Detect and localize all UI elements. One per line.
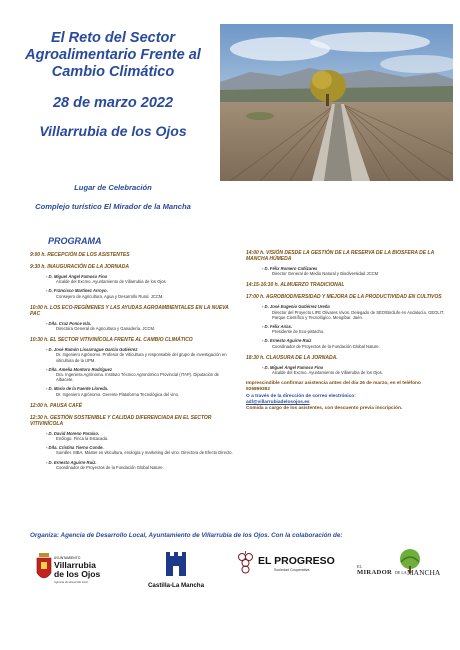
program-item-title: 18:30 h. CLAUSURA DE LA JORNADA. bbox=[246, 354, 338, 361]
speaker-name: - D. Francisco Martínez Arroyo. bbox=[46, 288, 108, 294]
venue-block bbox=[6, 183, 220, 211]
speaker-role: Presidente de Eco-pistacho. bbox=[272, 329, 325, 335]
mirador-el: EL bbox=[357, 564, 362, 569]
speaker bbox=[30, 347, 235, 363]
grape-icon bbox=[236, 551, 256, 577]
notice-line-2: O a través de la dirección de correo electrónico: bbox=[246, 393, 356, 399]
speaker-role: Alcalde del Excmo. Ayuntamiento de Villarrubia de los Ojos bbox=[56, 279, 166, 285]
program-left-column bbox=[30, 252, 235, 476]
speaker bbox=[246, 266, 446, 276]
notice-email-link[interactable]: adl@villarrubiadelosojos.es bbox=[246, 399, 310, 405]
program-right-items bbox=[246, 250, 446, 375]
venue-name: Complejo turístico El Mirador de la Mancha bbox=[35, 202, 191, 211]
event-title-block bbox=[6, 30, 220, 139]
speaker-name: - D. David Moreno Paraíso. bbox=[46, 430, 100, 436]
ayuntamiento-logo bbox=[36, 549, 124, 589]
program-item bbox=[246, 282, 446, 288]
mirador-dela: DE LA bbox=[395, 570, 407, 575]
program-item-title: 10:00 h. LOS ECO-REGÍMENES Y LAS AYUDAS AGROAMBIENTALES EN LA NUEVA PAC bbox=[30, 304, 229, 317]
program-right-column bbox=[246, 250, 446, 412]
program-item bbox=[30, 403, 235, 409]
speaker bbox=[246, 338, 446, 348]
program-item bbox=[30, 252, 235, 258]
speaker-name: - D. Miguel Ángel Famoso Fino bbox=[262, 364, 324, 370]
speaker-name: - Dña. Cruz Ponce Isla. bbox=[46, 320, 92, 326]
registration-notice bbox=[246, 381, 446, 412]
speaker-role: Dr. Ingeniero Agrónomo. Profesor de Viticultura y responsable del grupo de investigación en viticultura de la UPM. bbox=[56, 352, 227, 363]
program-item bbox=[30, 415, 235, 470]
vineyard-landscape-photo bbox=[220, 24, 453, 181]
speaker bbox=[30, 274, 235, 284]
program-item-title: 12:30 h. GESTIÓN SOSTENIBLE Y CALIDAD DIFERENCIADA EN EL SECTOR VITIVINÍCOLA bbox=[30, 414, 212, 427]
mirador-mancha: MANCHA bbox=[407, 568, 441, 577]
organizer-line: Organiza: Agencia de Desarrollo Local, Ayuntamiento de Villarrubia de los Ojos. Con la colaboración de: bbox=[30, 532, 343, 539]
speaker-role: Dra. Ingeniera Agrónoma. Instituto Técnico Agronómico Provincial (ITAP). Diputación de Albacete. bbox=[56, 372, 220, 383]
program-item-title: 17:00 h. AGROBIODIVERSIDAD Y MEJORA DE LA PRODUCTIVIDAD EN CULTIVOS bbox=[246, 294, 442, 301]
venue-label: Lugar de Celebración bbox=[74, 183, 152, 192]
speaker-role: Directora General de Agricultura y Ganadería. JCCM. bbox=[56, 326, 156, 332]
speaker bbox=[246, 365, 446, 375]
castilla-la-mancha-logo bbox=[140, 550, 212, 595]
program-item bbox=[30, 305, 235, 331]
speaker-name: - D. Ernesto Aguirre Ruiz bbox=[262, 338, 312, 344]
programa-heading: PROGRAMA bbox=[48, 236, 102, 246]
program-item-title: 10:30 h. EL SECTOR VITIVINÍCOLA FRENTE AL CAMBIO CLIMÁTICO bbox=[30, 337, 193, 344]
program-item-title: 9:00 h. RECEPCIÓN DE LOS ASISTENTES bbox=[30, 252, 130, 258]
speaker bbox=[246, 324, 446, 334]
coat-of-arms-icon bbox=[36, 553, 52, 585]
el-progreso-logo bbox=[236, 551, 346, 581]
progreso-name: EL PROGRESO bbox=[258, 555, 335, 567]
program-item bbox=[30, 264, 235, 299]
program-item-title: 14:15-16:30 h. ALMUERZO TRADICIONAL bbox=[246, 282, 345, 289]
event-title-line-1: El Reto del Sector bbox=[50, 30, 176, 46]
speaker-role: Coordinador de Proyectos de la Fundación Global Nature. bbox=[56, 464, 164, 470]
speaker-name: - D. Mario de la Fuente Lloreda. bbox=[46, 386, 109, 392]
speaker-role: Director del Proyecto LIFE Olivares Vivos. Delegado de SEO/BirdLife en Andalucía. GEOLIT. Parque Científico y Tecnológico. Mengíbar. Jaén. bbox=[272, 309, 445, 320]
speaker-name: - D. Ernesto Aguirre Ruiz. bbox=[46, 459, 97, 465]
ayto-name-line-2: de los Ojos bbox=[54, 568, 101, 579]
program-item bbox=[246, 250, 446, 276]
program-item bbox=[246, 294, 446, 348]
speaker-role: Consejero de Agricultura, Agua y Desarrollo Rural. JCCM. bbox=[56, 293, 164, 299]
event-place: Villarrubia de los Ojos bbox=[39, 123, 187, 139]
program-item-title: 14:00 h. VISIÓN DESDE LA GESTIÓN DE LA RESERVA DE LA BIOSFERA DE LA MANCHA HÚMEDA bbox=[246, 250, 434, 262]
speaker-role: Coordinador de Proyectos de la Fundación Global Nature. bbox=[272, 343, 380, 349]
progreso-sub: Sociedad Cooperativa bbox=[274, 568, 310, 572]
clm-name: Castilla-La Mancha bbox=[147, 582, 205, 589]
speaker-role: Director General de Medio Natural y Biodiversidad JCCM bbox=[272, 271, 379, 277]
speaker bbox=[30, 288, 235, 298]
program-item-title: 12:00 h. PAUSA CAFÉ bbox=[30, 402, 82, 409]
notice-line-3: Comida a cargo de los asistentes, con descuento previa inscripción. bbox=[246, 406, 403, 412]
speaker-name: - D. Félix Romero Cañizares bbox=[262, 266, 318, 271]
event-title-line-2: Agroalimentario Frente al bbox=[25, 47, 201, 63]
speaker-role: Dr. Ingeniero Agrónomo. Gerente Plataforma Tecnológica del vino. bbox=[56, 391, 180, 397]
speaker bbox=[30, 367, 235, 383]
speaker-name: - Dña. Cristina Tierno Conde. bbox=[46, 445, 104, 451]
event-title-line-3: Cambio Climático bbox=[51, 64, 175, 80]
speaker bbox=[246, 304, 446, 320]
speaker bbox=[30, 460, 235, 470]
castle-icon bbox=[164, 550, 188, 580]
speaker-name: - Dña. Amelia Montoro Rodríguez bbox=[46, 366, 112, 372]
ayto-subtitle: AYUNTAMIENTO bbox=[54, 556, 81, 560]
speaker bbox=[30, 386, 235, 396]
notice-line-1: Imprescindible confirmar asistencia antes del día 26 de marzo, en el teléfono 926899392 bbox=[246, 381, 421, 393]
speaker-name: - D. José Ramón Lissarrague García Gutiérrez bbox=[46, 347, 138, 353]
mirador-logo bbox=[355, 548, 441, 586]
speaker bbox=[30, 321, 235, 331]
ayto-name-line-1: Villarrubia bbox=[54, 560, 96, 570]
event-date: 28 de marzo 2022 bbox=[52, 95, 174, 111]
program-item bbox=[246, 355, 446, 375]
speaker-role: Enólogo. Finca la Estacada. bbox=[56, 436, 109, 442]
program-item bbox=[30, 337, 235, 397]
speaker bbox=[30, 431, 235, 441]
speaker-name: - D. Félix Arias. bbox=[262, 324, 293, 330]
mirador-word: MIRADOR bbox=[357, 569, 393, 576]
speaker bbox=[30, 445, 235, 455]
speaker-name: - D. Miguel Ángel Famoso Fino bbox=[46, 274, 108, 279]
speaker-role: Sumiller. MBA, Máster en viticultura, enología y marketing del vino. Directora de Efecto Directo. bbox=[56, 450, 233, 456]
speaker-name: - D. José Eugenio Gutiérrez Ureña bbox=[262, 304, 330, 310]
program-item-title: 9:30 h. INAUGURACIÓN DE LA JORNADA bbox=[30, 264, 129, 270]
speaker-role: Alcalde del Excmo. Ayuntamiento de Villarrubia de los Ojos. bbox=[272, 370, 383, 376]
ayto-agency: Agencia de desarrollo local bbox=[54, 580, 88, 584]
